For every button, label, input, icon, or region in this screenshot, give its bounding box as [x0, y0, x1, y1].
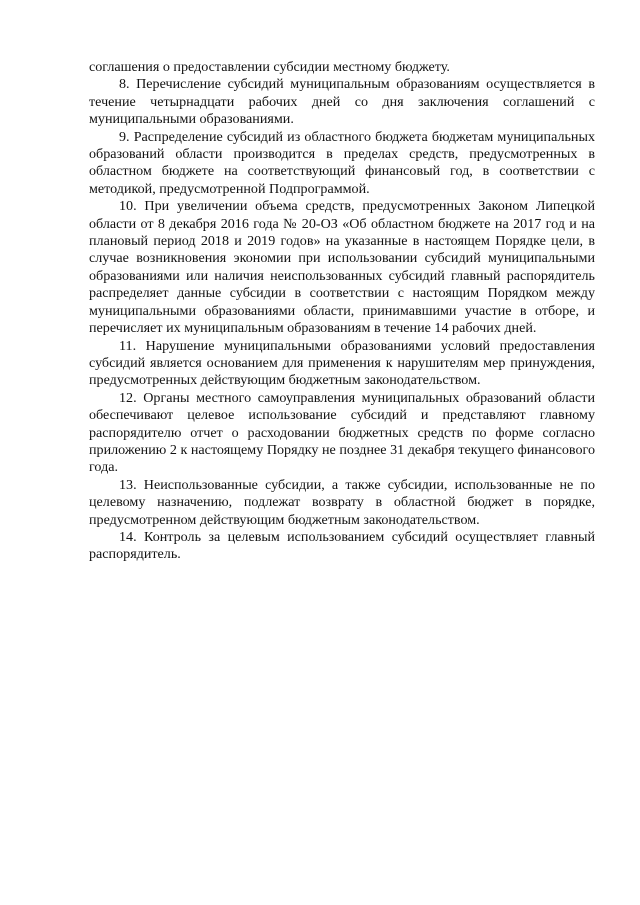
paragraph-12: 12. Органы местного самоуправления муниципальных образований области обеспечивают целевое использование субсидий и представляют главному распорядителю отчет о расходовании бюджетных средств по форме согласно приложению 2 к настоящему Порядку не позднее 31 декабря текущего финансового года. [89, 389, 595, 476]
paragraph-10: 10. При увеличении объема средств, предусмотренных Законом Липецкой области от 8 декабря 2016 года № 20-ОЗ «Об областном бюджете на 2017 год и на плановый период 2018 и 2019 годов» на указанные в настоящем Порядке цели, в случае возникновения экономии при использовании субсидий муниципальными образованиями или наличия неиспользованных субсидий главный распорядитель распределяет данные субсидии в соответствии с настоящим Порядком между муниципальными образованиями области, принимавшими участие в отборе, и перечисляет их муниципальным образованиям в течение 14 рабочих дней. [89, 198, 595, 337]
paragraph-8: 8. Перечисление субсидий муниципальным образованиям осуществляется в течение четырнадцати рабочих дней со дня заключения соглашений с муниципальными образованиями. [89, 76, 595, 128]
paragraph-continuation: соглашения о предоставлении субсидии местному бюджету. [89, 59, 450, 75]
paragraph-11: 11. Нарушение муниципальными образованиями условий предоставления субсидий является основанием для применения к нарушителям мер принуждения, предусмотренных действующим бюджетным законодательством. [89, 337, 595, 389]
paragraph-13: 13. Неиспользованные субсидии, а также субсидии, использованные не по целевому назначению, подлежат возврату в областной бюджет в порядке, предусмотренном действующим бюджетным законодательством. [89, 476, 595, 528]
paragraph-14: 14. Контроль за целевым использованием субсидий осуществляет главный распорядитель. [89, 528, 595, 563]
paragraph-9: 9. Распределение субсидий из областного бюджета бюджетам муниципальных образований области производится в пределах средств, предусмотренных в областном бюджете на соответствующий финансовый год, в соответствии с методикой, предусмотренной Подпрограммой. [89, 128, 595, 197]
document-page [89, 59, 595, 564]
